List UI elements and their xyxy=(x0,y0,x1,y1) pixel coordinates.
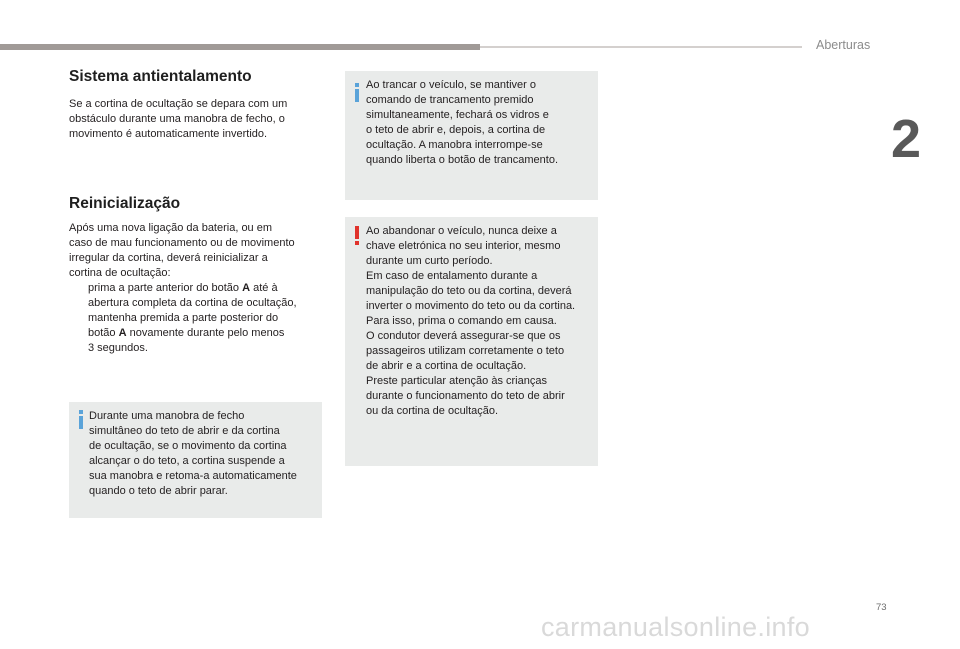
text-line: ou da cortina de ocultação. xyxy=(366,405,499,417)
info-icon xyxy=(355,83,359,102)
warning-box-text xyxy=(366,224,575,419)
text-line: irregular da cortina, deverá reinicializar a xyxy=(69,252,268,264)
text-span: novamente durante pelo menos xyxy=(126,327,285,339)
anti-pinch-title: Sistema antientalamento xyxy=(69,68,252,85)
header-rule-light xyxy=(480,46,802,48)
text-line: quando o teto de abrir parar. xyxy=(89,485,228,497)
text-line: obstáculo durante uma manobra de fecho, o xyxy=(69,113,285,125)
text-line: Preste particular atenção às crianças xyxy=(366,375,547,387)
section-label: Aberturas xyxy=(816,38,871,52)
button-label-a: A xyxy=(242,282,251,294)
text-line: abertura completa da cortina de ocultação, xyxy=(88,297,297,309)
text-line: manipulação do teto ou da cortina, deverá xyxy=(366,285,572,297)
text-line: comando de trancamento premido xyxy=(366,94,534,106)
warning-box xyxy=(345,217,598,466)
text-line: O condutor deverá assegurar-se que os xyxy=(366,330,561,342)
info-icon xyxy=(79,410,83,429)
text-line: 3 segundos. xyxy=(88,342,148,354)
bullet-marker xyxy=(69,311,88,356)
info-box-locking xyxy=(345,71,598,200)
text-line: passageiros utilizam corretamente o teto xyxy=(366,345,565,357)
text-line: simultâneo do teto de abrir e da cortina xyxy=(89,425,280,437)
text-line: Para isso, prima o comando em causa. xyxy=(366,315,557,327)
text-line: Ao trancar o veículo, se mantiver o xyxy=(366,79,536,91)
text-line: simultaneamente, fechará os vidros e xyxy=(366,109,549,121)
text-line: chave eletrónica no seu interior, mesmo xyxy=(366,240,561,252)
reset-step-1 xyxy=(69,281,297,311)
text-line: de abrir e a cortina de ocultação. xyxy=(366,360,527,372)
text-span: botão xyxy=(88,327,119,339)
info-box-closing xyxy=(69,402,322,518)
text-line: Em caso de entalamento durante a xyxy=(366,270,538,282)
info-box-closing-text xyxy=(89,409,297,499)
text-span: até à xyxy=(250,282,278,294)
warning-icon xyxy=(355,226,359,245)
reset-step-2 xyxy=(69,311,297,356)
bullet-marker xyxy=(69,281,88,311)
text-line: o teto de abrir e, depois, a cortina de xyxy=(366,124,546,136)
reset-title: Reinicialização xyxy=(69,195,181,212)
anti-pinch-body xyxy=(69,97,287,142)
watermark: carmanualsonline.info xyxy=(541,612,810,642)
text-line: Após uma nova ligação da bateria, ou em xyxy=(69,222,273,234)
button-label-a: A xyxy=(118,327,127,339)
reset-body xyxy=(69,221,297,356)
text-line: mantenha premida a parte posterior do xyxy=(88,312,279,324)
text-line: sua manobra e retoma-a automaticamente xyxy=(89,470,297,482)
text-line: caso de mau funcionamento ou de movimento xyxy=(69,237,295,249)
text-line: de ocultação, se o movimento da cortina xyxy=(89,440,287,452)
text-line: Durante uma manobra de fecho xyxy=(89,410,245,422)
text-line: cortina de ocultação: xyxy=(69,267,171,279)
header-rule-dark xyxy=(0,44,480,50)
text-span: prima a parte anterior do botão xyxy=(88,282,243,294)
text-line: Ao abandonar o veículo, nunca deixe a xyxy=(366,225,557,237)
page-number: 73 xyxy=(876,602,887,613)
text-line: movimento é automaticamente invertido. xyxy=(69,128,268,140)
text-line: durante um curto período. xyxy=(366,255,493,267)
info-box-locking-text xyxy=(366,78,558,168)
text-line: quando liberta o botão de trancamento. xyxy=(366,154,559,166)
text-line: ocultação. A manobra interrompe-se xyxy=(366,139,543,151)
chapter-number: 2 xyxy=(891,109,922,169)
text-line: alcançar o do teto, a cortina suspende a xyxy=(89,455,285,467)
text-line: Se a cortina de ocultação se depara com um xyxy=(69,98,288,110)
text-line: durante o funcionamento do teto de abrir xyxy=(366,390,565,402)
text-line: inverter o movimento do teto ou da cortina. xyxy=(366,300,576,312)
